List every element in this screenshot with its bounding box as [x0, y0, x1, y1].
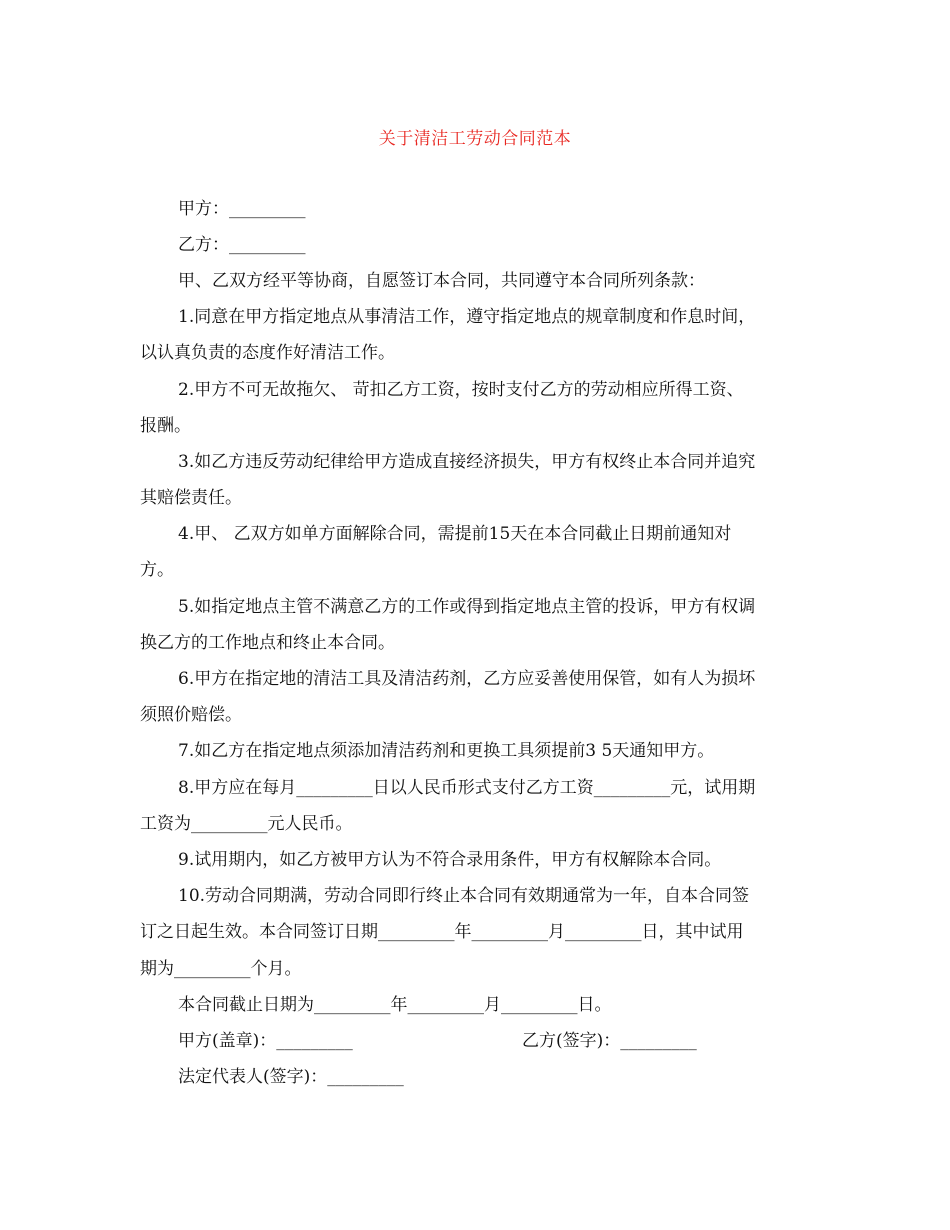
clause-5-line-1: 5.如指定地点主管不满意乙方的工作或得到指定地点主管的投诉，甲方有权调: [178, 597, 756, 617]
clause-3-line-1: 3.如乙方违反劳动纪律给甲方造成直接经济损失，甲方有权终止本合同并追究: [178, 452, 756, 472]
clause-10-line-2: 订之日起生效。本合同签订日期_________年_________月_________日，其中试用: [140, 922, 744, 942]
clause-4-line-2: 方。: [140, 560, 174, 580]
party-a-line: 甲方：_________: [178, 199, 306, 219]
clause-1-line-1: 1.同意在甲方指定地点从事清洁工作，遵守指定地点的规章制度和作息时间，: [178, 307, 756, 327]
intro-text: 甲、乙双方经平等协商，自愿签订本合同，共同遵守本合同所列条款：: [178, 271, 705, 291]
clause-10-line-3: 期为_________个月。: [140, 959, 302, 979]
clause-7-line-1: 7.如乙方在指定地点须添加清洁药剂和更换工具须提前3 5天通知甲方。: [178, 741, 715, 761]
clause-4-line-1: 4.甲、 乙双方如单方面解除合同，需提前15天在本合同截止日期前通知对: [178, 524, 732, 544]
end-date-line: 本合同截止日期为_________年_________月_________日。: [178, 995, 612, 1015]
clause-2-line-2: 报酬。: [140, 416, 191, 436]
clause-10-line-1: 10.劳动合同期满，劳动合同即行终止本合同有效期通常为一年，自本合同签: [178, 886, 750, 906]
party-b-line: 乙方：_________: [178, 235, 306, 255]
clause-6-line-1: 6.甲方在指定地的清洁工具及清洁药剂，乙方应妥善使用保管，如有人为损坏: [178, 669, 756, 689]
party-a-seal-line: 甲方(盖章)：_________: [178, 1031, 353, 1051]
clause-5-line-2: 换乙方的工作地点和终止本合同。: [140, 633, 395, 653]
clause-8-line-1: 8.甲方应在每月_________日以人民币形式支付乙方工资_________元，试用期: [178, 778, 756, 798]
legal-representative-line: 法定代表人(签字)：_________: [178, 1067, 404, 1087]
document-title: 关于清洁工劳动合同范本: [378, 129, 572, 149]
clause-3-line-2: 其赔偿责任。: [140, 488, 242, 508]
clause-8-line-2: 工资为_________元人民币。: [140, 814, 353, 834]
clause-9-line-1: 9.试用期内，如乙方被甲方认为不符合录用条件，甲方有权解除本合同。: [178, 850, 722, 870]
party-b-signature-line: 乙方(签字)：_________: [522, 1031, 697, 1051]
clause-2-line-1: 2.甲方不可无故拖欠、 苛扣乙方工资，按时支付乙方的劳动相应所得工资、: [178, 380, 744, 400]
clause-6-line-2: 须照价赔偿。: [140, 705, 242, 725]
clause-1-line-2: 以认真负责的态度作好清洁工作。: [140, 343, 395, 363]
